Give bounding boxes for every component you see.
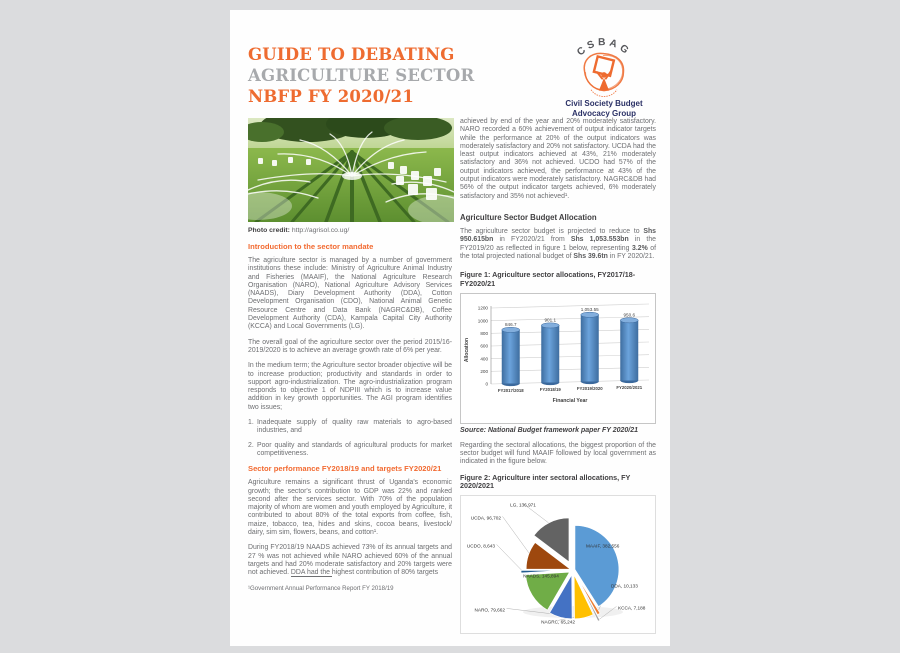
y-tick-label: 800: [480, 330, 488, 336]
page-title: [248, 36, 552, 118]
pie-slice-label: UCDO, 8,643: [466, 543, 495, 549]
y-tick-label: 0: [485, 381, 488, 387]
gridline: [491, 304, 649, 308]
para-sector-mandate: The agriculture sector is managed by a number of government institutions these include: Ministry of Agriculture Animal Industry and Fisheries (MAAIF), the National Agriculture Research Organisation (NARO), National Agriculture Advisory Services (NAADS), Diary Development Authority (DDA), Cotton Development Organisation (CDO), National Animal Genetic Resource Centre and Data Bank (NAGRC&DB), Coffee Development Authority (CDA), Kampala Capital City Authority (KCCA) and Local Governments (LG).: [248, 257, 452, 331]
bar-value-label: 1,053.55: [580, 306, 599, 312]
pie-slice-label: NAADS, 145,894: [523, 573, 559, 579]
para-naads: [248, 544, 452, 577]
x-axis-title: Financial Year: [552, 397, 588, 404]
para-naads-text: During FY2018/19 NAADS achieved 73% of its annual targets and 27 % was not achieved while NARO achieved 60% of the annual targets and had 20% moderate satisfactory and 20% targets were not achieved.: [248, 544, 452, 577]
x-category-label: FY2020/2021: [616, 384, 643, 390]
figure2-title: Figure 2: Agriculture inter sectoral allocations, FY 2020/2021: [460, 472, 631, 491]
pie-slice-label: NARO, 79,662: [474, 607, 505, 613]
figure1-bar-chart: [460, 293, 656, 424]
budget-text: in the FY2019/20 as reflected in figure 1 below, representing: [460, 236, 656, 252]
figure2-pie-chart: [460, 495, 656, 634]
budget-text: The agriculture sector budget is projected to reduce to: [460, 227, 644, 235]
pie-slice-label: DDA, 10,133: [611, 583, 638, 589]
heading-budget-allocation: Agriculture Sector Budget Allocation: [460, 212, 597, 222]
heading-sector-performance: Sector performance FY2018/19 and targets FY2020/21: [248, 464, 442, 474]
list-item-text: Inadequate supply of quality raw materials to agro-based industries, and: [257, 419, 452, 435]
logo-org-name-line2: Advocacy Group: [571, 108, 636, 118]
two-column-body: [230, 118, 670, 634]
bar-cylinder: [541, 323, 559, 385]
para-sectoral-allocations: Regarding the sectoral allocations, the biggest proportion of the sector budget will fund MAAIF followed by local government as indicated in the figure below.: [460, 441, 656, 466]
x-category-label: FY2017/2018: [497, 387, 524, 393]
pie-slice-label: KCCA, 7,188: [618, 605, 646, 611]
pie-slice-label: UCDA, 96,702: [470, 515, 501, 521]
list-item: [248, 419, 452, 436]
bar-cylinder: [620, 317, 638, 382]
page-header: [230, 10, 670, 118]
para-performance-continued: achieved by end of the year and 20% moderately satisfactory. NARO recorded a 60% achievement of output indicator targets while the performance at 20% of the output indicators was moderately satisfactory and 20% not satisfactory. UCDA had the least output indicators achieved at 43%, 21% moderately satisfactory and 36% not achieved. UCDO had 57% of the output indicators achieved, the performance at 43% of the output indicators were moderately satisfactory. NAGRC&DB had 56% of the output indicator targets achieved, 6% moderately satisfactory and 35% not achieved¹.: [460, 118, 656, 200]
pie-leader-line: [503, 517, 532, 557]
bar-value-label: 901.1: [544, 317, 556, 323]
figure1-title: Figure 1: Agriculture sector allocations, FY2017/18- FY2020/21: [460, 270, 636, 288]
logo-arc-text: CSBAG: [575, 37, 633, 59]
x-category-label: FY2019/2020: [576, 385, 603, 391]
title-line-1: GUIDE TO DEBATING: [248, 45, 455, 64]
bar-value-label: 950.6: [623, 312, 635, 318]
y-tick-label: 600: [480, 343, 488, 349]
csbag-logo-icon: [560, 36, 648, 99]
pie-slice-label: MAAIF, 382,556: [586, 543, 620, 549]
document-page: [230, 10, 670, 646]
budget-text: in FY 2020/21.: [607, 252, 655, 260]
bar-cylinder: [502, 327, 520, 386]
left-column: [248, 118, 452, 634]
logo-org-name-line1: Civil Society Budget: [565, 99, 643, 108]
list-item-number: 2.: [248, 441, 254, 449]
heading-intro-mandate: Introduction to the sector mandate: [248, 242, 374, 251]
field-irrigation-photo: [248, 118, 454, 222]
title-line-2: AGRICULTURE SECTOR: [248, 66, 475, 85]
budget-amount: Shs 1,053.553bn: [570, 236, 629, 244]
y-tick-label: 400: [480, 356, 488, 362]
y-tick-label: 1200: [477, 305, 488, 311]
list-item-text: Poor quality and standards of agricultural products for market competitiveness.: [257, 441, 452, 457]
pie-slice-label: NAGRC, 65,242: [541, 619, 575, 625]
photo-credit-label: Photo credit:: [248, 227, 290, 234]
bar-chart-svg: [461, 294, 655, 418]
logo-person-body: [599, 78, 609, 91]
budget-percent: 3.2%: [631, 244, 648, 252]
right-column: [460, 118, 656, 634]
para-overall-goal: The overall goal of the agriculture sector over the period 2015/16- 2019/2020 is to achieve an average growth rate of 6% per year.: [248, 338, 452, 354]
pie-slice-label: LG, 136,971: [510, 502, 536, 508]
para-naads-text: highest contribution of 80% targets: [331, 569, 439, 577]
title-line-3: NBFP FY 2020/21: [248, 87, 415, 106]
footnote: ¹Government Annual Performance Report FY 2018/19: [248, 584, 394, 592]
pie-leader-line: [497, 545, 523, 572]
figure1-source: Source: National Budget framework paper FY 2020/21: [460, 426, 639, 434]
budget-text: of the total projected national budget of: [460, 244, 656, 260]
y-axis-title: Allocation: [464, 337, 470, 362]
para-budget: [460, 228, 656, 261]
list-item-number: 1.: [248, 419, 254, 427]
para-medium-term: In the medium term; the Agriculture sector broader objective will be to increase production; productivity and standards in order to support agro-industrialization. The agro-industrialization program responds to objective 1 of NDPIII which is to increase value addition in key growth opportunities. The AGI program identifies two issues;: [248, 362, 452, 411]
photo-credit: [248, 227, 452, 234]
y-tick-label: 200: [480, 368, 488, 374]
para-performance: Agriculture remains a significant thrust of Uganda's economic growth; the sector's contribution to GDP was 22% and ranked second after the services sector. With 70% of the population majority of whom are women and youth employed by Agriculture, it contributed to about 80% of the total exports from coffee, fish, maize, tobacco, tea, hides and skins, cocoa beans, livestock/ dairy, sim sim, flowers, beans, and cotton¹.: [248, 479, 452, 537]
x-category-label: FY2018/19: [539, 386, 561, 392]
photo-credit-link[interactable]: http://agrisol.co.ug/: [291, 227, 350, 234]
y-tick-label: 1000: [477, 318, 488, 324]
issues-list: [248, 419, 452, 458]
bar-cylinder: [581, 312, 599, 384]
para-naads-underlined: DDA had the: [290, 569, 332, 577]
budget-amount: Shs 39.6tn: [573, 252, 608, 260]
pie-chart-svg: [461, 496, 655, 628]
budget-amount: Shs 950.615bn: [460, 227, 656, 244]
csbag-logo: [552, 36, 656, 118]
bar-value-label: 846.7: [505, 321, 517, 327]
budget-text: in FY2020/21 from: [493, 236, 571, 244]
list-item: [248, 442, 452, 459]
